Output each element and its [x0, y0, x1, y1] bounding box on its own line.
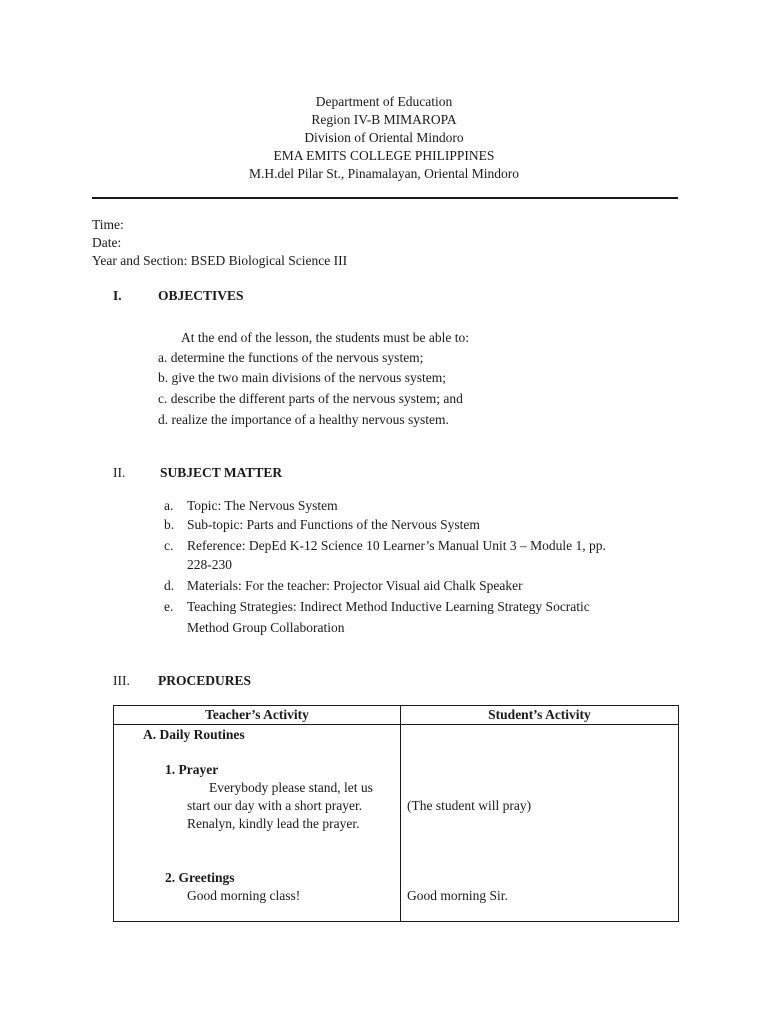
subject-item-letter: b. [164, 517, 175, 532]
greetings-teacher-text: Good morning class! [187, 888, 301, 903]
subject-item-materials: Materials: For the teacher: Projector Visual aid Chalk Speaker [187, 578, 523, 593]
subject-item-subtopic: Sub-topic: Parts and Functions of the Nervous System [187, 517, 480, 532]
procedures-heading: PROCEDURES [158, 673, 252, 688]
table-row [114, 725, 679, 922]
header-division: Division of Oriental Mindoro [304, 130, 464, 145]
subject-item-topic: Topic: The Nervous System [187, 498, 338, 513]
objective-item: b. give the two main divisions of the nervous system; [158, 370, 446, 385]
teacher-activity-header: Teacher’s Activity [114, 706, 401, 725]
subject-heading: SUBJECT MATTER [160, 465, 283, 480]
time-label: Time: [92, 217, 124, 232]
objectives-heading: OBJECTIVES [158, 288, 244, 303]
subject-item-reference-pages: 228-230 [187, 557, 232, 572]
objective-item: a. determine the functions of the nervous system; [158, 350, 424, 365]
daily-routines-heading: A. Daily Routines [143, 727, 245, 742]
table-header-row [114, 706, 679, 725]
student-activity-header: Student’s Activity [401, 706, 679, 725]
year-section: Year and Section: BSED Biological Science III [92, 253, 348, 268]
prayer-heading: 1. Prayer [165, 762, 219, 777]
header-region: Region IV-B MIMAROPA [311, 112, 457, 127]
header-department: Department of Education [315, 94, 453, 109]
header-address: M.H.del Pilar St., Pinamalayan, Oriental Mindoro [249, 166, 519, 181]
student-activity-cell [401, 725, 679, 922]
prayer-student-response: (The student will pray) [407, 798, 532, 813]
subject-item-letter: c. [164, 538, 174, 553]
subject-item-letter: a. [164, 498, 174, 513]
greetings-student-response: Good morning Sir. [407, 888, 508, 903]
subject-item-letter: d. [164, 578, 175, 593]
objective-item: d. realize the importance of a healthy nervous system. [158, 412, 449, 427]
prayer-text-line: start our day with a short prayer. [187, 798, 363, 813]
teacher-activity-cell [114, 725, 401, 922]
objectives-intro: At the end of the lesson, the students must be able to: [181, 330, 469, 345]
header-school: EMA EMITS COLLEGE PHILIPPINES [273, 148, 495, 163]
objectives-numeral: I. [113, 288, 122, 303]
subject-item-reference: Reference: DepEd K-12 Science 10 Learner’s Manual Unit 3 – Module 1, pp. [187, 538, 606, 553]
prayer-text-line: Everybody please stand, let us [209, 780, 373, 795]
prayer-text-line: Renalyn, kindly lead the prayer. [187, 816, 360, 831]
procedures-table [113, 705, 679, 922]
subject-item-letter: e. [164, 599, 174, 614]
subject-item-strategies: Teaching Strategies: Indirect Method Inductive Learning Strategy Socratic [187, 599, 590, 614]
header-divider [92, 197, 678, 199]
objective-item: c. describe the different parts of the nervous system; and [158, 391, 463, 406]
subject-item-strategies-cont: Method Group Collaboration [187, 620, 345, 635]
procedures-numeral: III. [113, 673, 130, 688]
date-label: Date: [92, 235, 122, 250]
greetings-heading: 2. Greetings [165, 870, 235, 885]
subject-numeral: II. [113, 465, 126, 480]
